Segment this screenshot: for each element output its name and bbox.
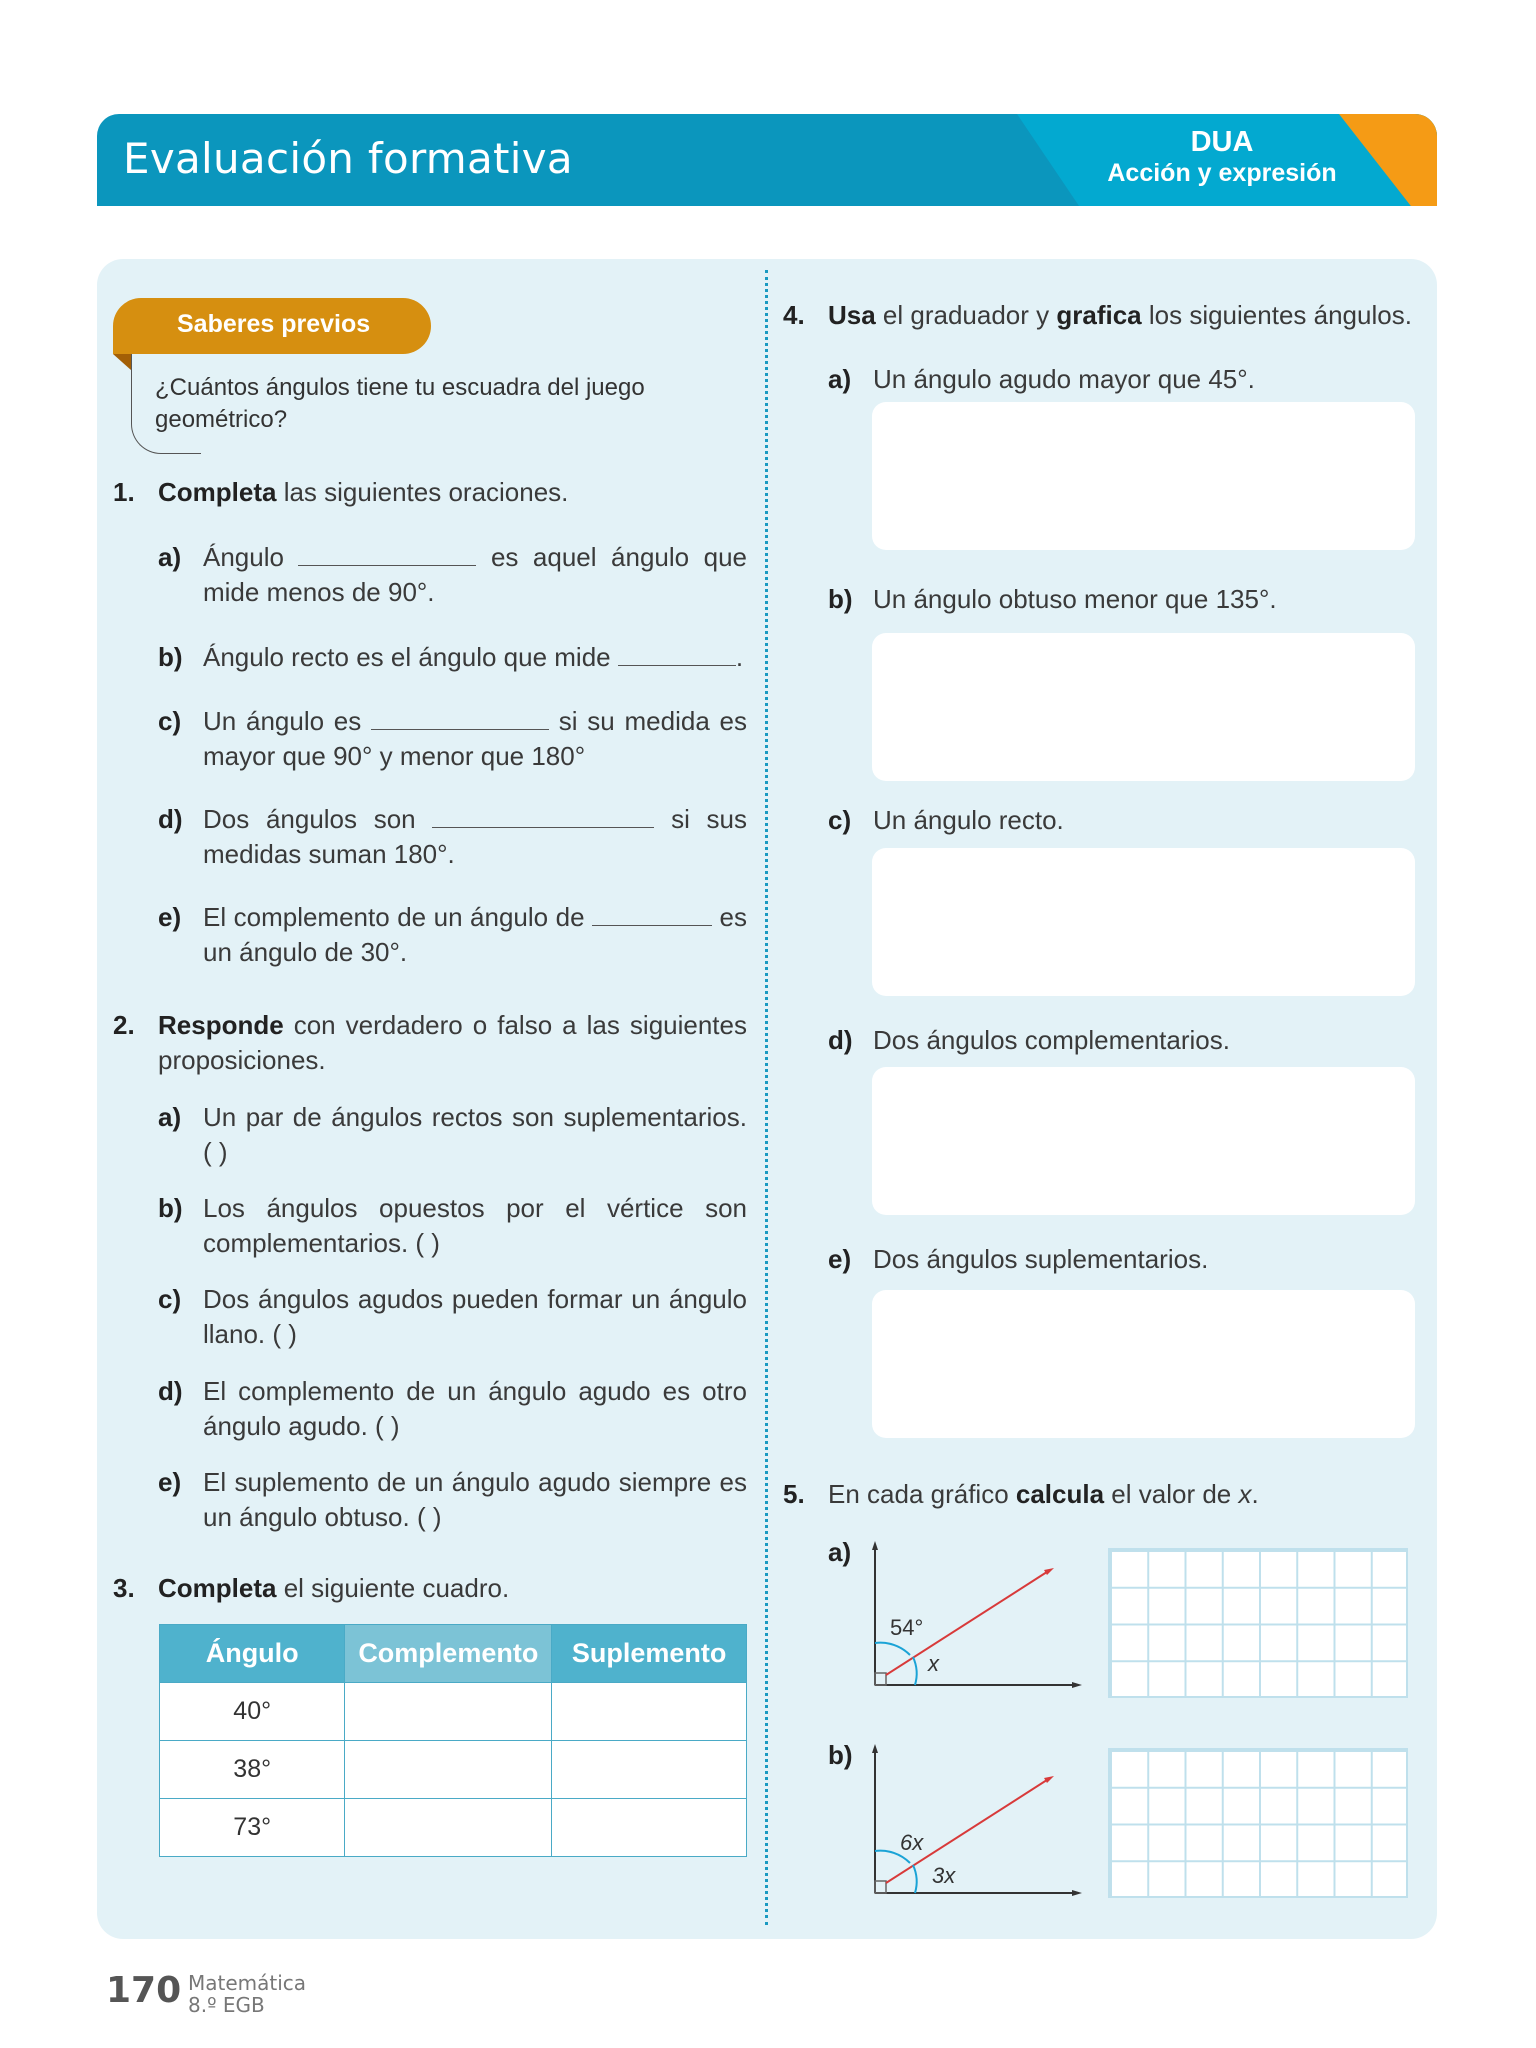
complement-cell[interactable] [345,1799,552,1857]
angle-diagram-a [860,1535,1090,1700]
item-label: e) [158,1467,182,1497]
instruction-verb: Completa [158,1573,277,1603]
item-text: Dos ángulos agudos pueden formar un ángulo llano. ( ) [203,1284,747,1349]
question-number: 3. [113,1573,135,1603]
instruction-text: los siguientes ángulos. [1141,300,1412,330]
item-label: b) [158,1193,183,1223]
angle-label-bottom: x [928,1651,939,1676]
instruction-text: el siguiente cuadro. [276,1573,510,1603]
angle-diagram-b [860,1738,1090,1903]
item-label: a) [828,1537,852,1567]
item-label: d) [158,804,183,834]
item-text: El complemento de un ángulo de [203,902,593,932]
item-label: b) [828,1740,853,1770]
item-text: . [735,642,744,672]
item-text: Un ángulo obtuso menor que 135°. [873,584,1277,614]
dua-badge [1107,126,1337,188]
item-label: c) [828,805,852,835]
saberes-previos-label: Saberes previos [177,310,371,338]
supplement-cell[interactable] [552,1741,747,1799]
item-text: si su medida es mayor que 90° y menor que 180° [203,706,747,771]
fill-blank[interactable] [618,644,736,666]
angle-cell: 40° [160,1683,345,1741]
footer-subject [188,1972,306,2016]
item-label: d) [158,1376,183,1406]
angles-table [159,1624,747,1857]
instruction-text: el valor de [1104,1479,1239,1509]
table-row [160,1799,747,1857]
question-number: 4. [783,300,805,330]
page-number: 170 [106,1970,182,2011]
supplement-cell[interactable] [552,1799,747,1857]
instruction-verb: Responde [158,1010,284,1040]
dua-label: DUA [1190,126,1254,158]
saberes-previos-tab [113,298,431,354]
instruction-text: las siguientes oraciones. [276,477,569,507]
item-text: es aquel ángulo que mide menos de 90°. [203,542,747,607]
drawing-area-b[interactable] [872,633,1415,781]
grade-level: 8.º EGB [188,1993,265,2017]
drawing-area-c[interactable] [872,848,1415,996]
fill-blank[interactable] [298,544,476,566]
instruction-text: el graduador y [875,300,1057,330]
item-label: b) [828,584,853,614]
item-label: e) [828,1244,852,1274]
dua-subtitle: Acción y expresión [1107,159,1337,187]
question-number: 1. [113,477,135,507]
instruction-text: En cada gráfico [828,1479,1016,1509]
tab-fold [113,354,131,370]
saberes-previos-question: ¿Cuántos ángulos tiene tu escuadra del juego geométrico? [155,374,645,433]
item-text: Ángulo [203,542,299,572]
instruction-verb: Completa [158,477,277,507]
item-label: a) [158,1102,182,1132]
angle-cell: 73° [160,1799,345,1857]
instruction-verb: grafica [1056,300,1142,330]
item-label: c) [158,1284,182,1314]
complement-cell[interactable] [345,1683,552,1741]
supplement-cell[interactable] [552,1683,747,1741]
fill-blank[interactable] [432,806,654,828]
item-text: Un ángulo recto. [873,805,1064,835]
column-header: Suplemento [552,1625,747,1683]
question-number: 2. [113,1010,135,1040]
item-label: d) [828,1025,853,1055]
item-text: Un par de ángulos rectos son suplementarios. ( ) [203,1102,747,1167]
work-grid-a[interactable] [1108,1548,1408,1698]
item-text: Un ángulo agudo mayor que 45°. [873,364,1255,394]
drawing-area-d[interactable] [872,1067,1415,1215]
page-title: Evaluación formativa [123,134,573,183]
column-header: Complemento [345,1625,552,1683]
item-text: Un ángulo es [203,706,372,736]
angle-label-top: 54° [890,1615,924,1640]
item-text: Los ángulos opuestos por el vértice son complementarios. ( ) [203,1193,747,1258]
item-label: b) [158,642,183,672]
item-text: El complemento de un ángulo agudo es otro ángulo agudo. ( ) [203,1376,747,1441]
complement-cell[interactable] [345,1741,552,1799]
variable: x [1238,1479,1252,1509]
item-text: Dos ángulos son [203,804,433,834]
subject-name: Matemática [188,1971,307,1995]
table-row [160,1683,747,1741]
instruction-text: con verdadero o falso a las siguientes proposiciones. [158,1010,747,1075]
item-text: Ángulo recto es el ángulo que mide [203,642,618,672]
item-label: c) [158,706,182,736]
item-label: a) [828,364,852,394]
drawing-area-e[interactable] [872,1290,1415,1438]
column-divider [765,270,768,1925]
item-label: a) [158,542,182,572]
table-row [160,1741,747,1799]
header-banner [97,114,1437,206]
item-text: Dos ángulos suplementarios. [873,1244,1209,1274]
angle-label-top: 6x [900,1830,924,1855]
instruction-verb: Usa [828,300,876,330]
instruction-text: . [1251,1479,1259,1509]
item-text: es un ángulo de 30°. [203,902,748,967]
item-label: e) [158,902,182,932]
question-number: 5. [783,1479,805,1509]
fill-blank[interactable] [371,708,549,730]
item-text: El suplemento de un ángulo agudo siempre es un ángulo obtuso. ( ) [203,1467,747,1532]
work-grid-b[interactable] [1108,1748,1408,1898]
item-text: si sus medidas suman 180°. [203,804,748,869]
angle-cell: 38° [160,1741,345,1799]
drawing-area-a[interactable] [872,402,1415,550]
column-header: Ángulo [160,1625,345,1683]
angle-label-bottom: 3x [932,1863,956,1888]
fill-blank[interactable] [592,904,712,926]
item-text: Dos ángulos complementarios. [873,1025,1230,1055]
instruction-verb: calcula [1015,1479,1105,1509]
